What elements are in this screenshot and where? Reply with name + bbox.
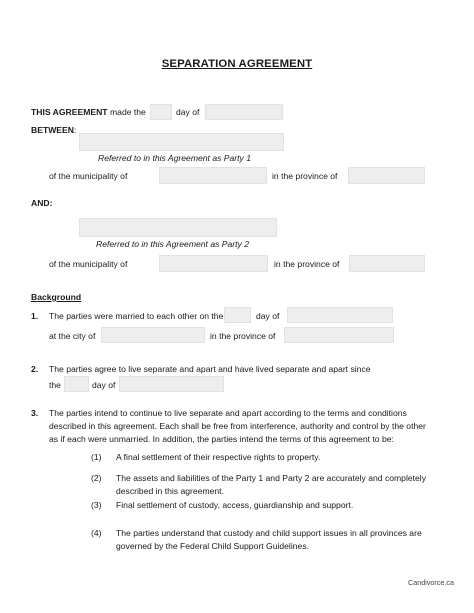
party1-name-field[interactable] <box>79 133 284 151</box>
party2-province-label: in the province of <box>274 259 340 269</box>
separation-month-field[interactable] <box>119 376 224 392</box>
document-title: SEPARATION AGREEMENT <box>161 58 313 70</box>
between-label <box>31 125 76 136</box>
party2-municipality-field[interactable] <box>159 255 268 272</box>
clause1-text: The parties were married to each other on the <box>49 311 224 321</box>
item3-text: Final settlement of custody, access, guardianship and support. <box>116 500 354 510</box>
this-agreement-label: THIS AGREEMENT <box>31 107 108 117</box>
item3-number: (3) <box>91 500 102 510</box>
clause1-city-label: at the city of <box>49 331 96 341</box>
party1-municipality-label: of the municipality of <box>49 171 128 181</box>
clause2-the-label: the <box>49 380 61 390</box>
day-of-label: day of <box>176 107 200 117</box>
background-heading: Background <box>31 292 82 302</box>
marriage-month-field[interactable] <box>287 307 393 323</box>
between-text: BETWEEN <box>31 125 74 135</box>
clause2-text: The parties agree to live separate and apart and have lived separate and apart since <box>49 364 371 374</box>
clause1-number: 1. <box>31 311 39 321</box>
clause1-day-of-label: day of <box>256 311 280 321</box>
separation-day-field[interactable] <box>64 376 89 392</box>
item1-number: (1) <box>91 452 102 462</box>
and-label: AND: <box>31 198 53 208</box>
agreement-day-field[interactable] <box>150 104 172 120</box>
clause3-line3: as if each were unmarried. In addition, the parties intend the terms of this agreement to be: <box>49 434 394 444</box>
item2-text: The assets and liabilities of the Party 1 and Party 2 are accurately and completely described in this agreement. <box>116 473 427 496</box>
item4-number: (4) <box>91 528 102 538</box>
party1-municipality-field[interactable] <box>159 167 267 184</box>
party2-province-field[interactable] <box>349 255 425 272</box>
between-colon: : <box>73 125 77 135</box>
item1-text: A final settlement of their respective rights to property. <box>116 452 321 462</box>
clause3-line2: described in this agreement. Each shall be free from interference, authority and control by the other <box>49 421 426 431</box>
marriage-province-field[interactable] <box>284 327 394 343</box>
item4-text: The parties understand that custody and child support issues in all provinces are governed by the Federal Child Support Guidelines. <box>116 528 422 551</box>
clause2-day-of-label: day of <box>92 380 116 390</box>
party1-province-field[interactable] <box>348 167 425 184</box>
party1-province-label: in the province of <box>272 171 338 181</box>
item2-number: (2) <box>91 473 102 483</box>
party2-municipality-label: of the municipality of <box>49 259 128 269</box>
party1-caption: Referred to in this Agreement as Party 1 <box>98 153 252 163</box>
clause2-number: 2. <box>31 364 39 374</box>
party2-caption: Referred to in this Agreement as Party 2 <box>96 239 250 249</box>
clause1-province-label: in the province of <box>210 331 276 341</box>
marriage-day-field[interactable] <box>224 307 251 323</box>
marriage-city-field[interactable] <box>101 327 205 343</box>
clause3-number: 3. <box>31 408 39 418</box>
party2-name-field[interactable] <box>79 218 277 237</box>
made-the-label: made the <box>110 107 146 117</box>
clause3-line1: The parties intend to continue to live separate and apart according to the terms and conditions <box>49 408 407 418</box>
footer-brand: Candivorce.ca <box>408 578 454 587</box>
agreement-month-field[interactable] <box>205 104 283 120</box>
